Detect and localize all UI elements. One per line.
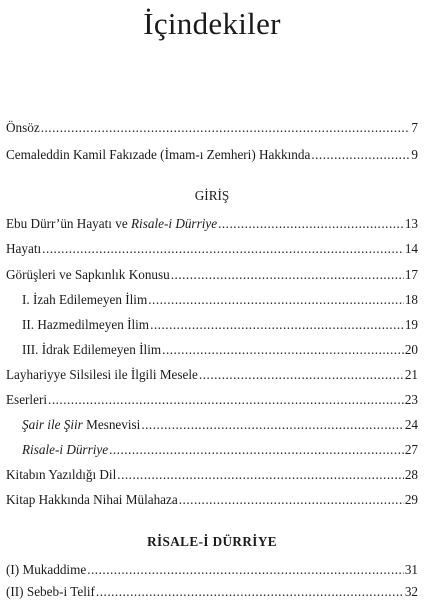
toc-entry-label: Kitap Hakkında Nihai Mülahaza [6, 492, 178, 507]
toc-leader-dots [109, 441, 404, 458]
toc-page-number: 9 [411, 147, 418, 162]
toc-entry[interactable] [6, 146, 418, 163]
toc-page-number: 20 [404, 342, 418, 357]
toc-entry-label [22, 416, 140, 433]
toc-entry[interactable] [6, 240, 418, 257]
toc-page-number: 29 [404, 492, 418, 507]
page-title: İçindekiler [143, 6, 281, 41]
toc-entry-label: (II) Sebeb-i Telif [6, 584, 95, 599]
toc-leader-dots [42, 240, 404, 257]
toc-leader-dots [150, 316, 404, 333]
toc-entry-label: Layhariyye Silsilesi ile İlgili Mesele [6, 367, 198, 382]
toc-leader-dots [141, 416, 403, 433]
toc-leader-dots [311, 146, 410, 163]
toc-entry-label: Hayatı [6, 241, 42, 256]
toc-entry-label: Görüşleri ve Sapkınlık Konusu [6, 267, 170, 282]
toc-leader-dots [117, 466, 404, 483]
toc-entry[interactable] [22, 416, 418, 433]
toc-page-number: 23 [404, 392, 418, 407]
toc-page-number: 18 [404, 292, 418, 307]
toc-leader-dots [218, 215, 404, 232]
section-heading-giris: GİRİŞ [194, 188, 230, 203]
toc-entry-label-text: Ebu Dürr’ün Hayatı ve [6, 216, 131, 231]
section-heading-risale: RİSALE-İ DÜRRİYE [147, 534, 277, 549]
toc-page-number: 21 [404, 367, 418, 382]
toc-page-number: 17 [404, 267, 418, 282]
toc-entry[interactable] [6, 466, 418, 483]
toc-leader-dots [41, 119, 411, 136]
toc-entry[interactable] [6, 391, 418, 408]
toc-entry-label-italic: Risale-i Dürriye [131, 216, 218, 231]
toc-leader-dots [171, 266, 404, 283]
toc-page-number: 14 [404, 241, 418, 256]
toc-leader-dots [199, 366, 404, 383]
toc-leader-dots [162, 341, 404, 358]
toc-entry[interactable] [6, 561, 418, 578]
toc-leader-dots [148, 291, 404, 308]
toc-entry[interactable] [6, 583, 418, 600]
toc-entry[interactable] [6, 266, 418, 283]
toc-page-number: 19 [404, 317, 418, 332]
toc-page-number: 28 [404, 467, 418, 482]
toc-entry[interactable] [22, 291, 418, 308]
toc-entry[interactable] [22, 341, 418, 358]
toc-entry-label-italic: Risale-i Dürriye [22, 442, 109, 457]
toc-entry-label-text: Mesnevisi [82, 417, 141, 432]
toc-leader-dots [87, 561, 404, 578]
toc-entry-label [6, 215, 217, 232]
toc-entry-label: (I) Mukaddime [6, 562, 87, 577]
toc-page-number: 24 [404, 417, 418, 432]
toc-entry[interactable] [6, 215, 418, 232]
toc-entry[interactable] [6, 366, 418, 383]
toc-page-number: 13 [404, 216, 418, 231]
toc-leader-dots [48, 391, 404, 408]
toc-entry-label: Kitabın Yazıldığı Dil [6, 467, 117, 482]
toc-entry-label: III. İdrak Edilemeyen İlim [22, 342, 162, 357]
toc-entry[interactable] [6, 119, 418, 136]
toc-entry[interactable] [22, 441, 418, 458]
toc-leader-dots [96, 583, 404, 600]
toc-entry-label [22, 441, 108, 458]
toc-page-number: 27 [404, 442, 418, 457]
toc-entry-label: I. İzah Edilemeyen İlim [22, 292, 148, 307]
toc-entry-label: Eserleri [6, 392, 48, 407]
toc-entry-label: Önsöz [6, 120, 40, 135]
toc-page-number: 31 [404, 562, 418, 577]
toc-page-number: 32 [404, 584, 418, 599]
toc-entry[interactable] [22, 316, 418, 333]
toc-entry-label-italic: Şair ile Şiir [22, 417, 83, 432]
toc-leader-dots [179, 491, 404, 508]
toc-page-number: 7 [411, 120, 418, 135]
toc-entry-label: Cemaleddin Kamil Fakızade (İmam-ı Zemheri) Hakkında [6, 147, 311, 162]
toc-entry-label: II. Hazmedilmeyen İlim [22, 317, 150, 332]
toc-entry[interactable] [6, 491, 418, 508]
